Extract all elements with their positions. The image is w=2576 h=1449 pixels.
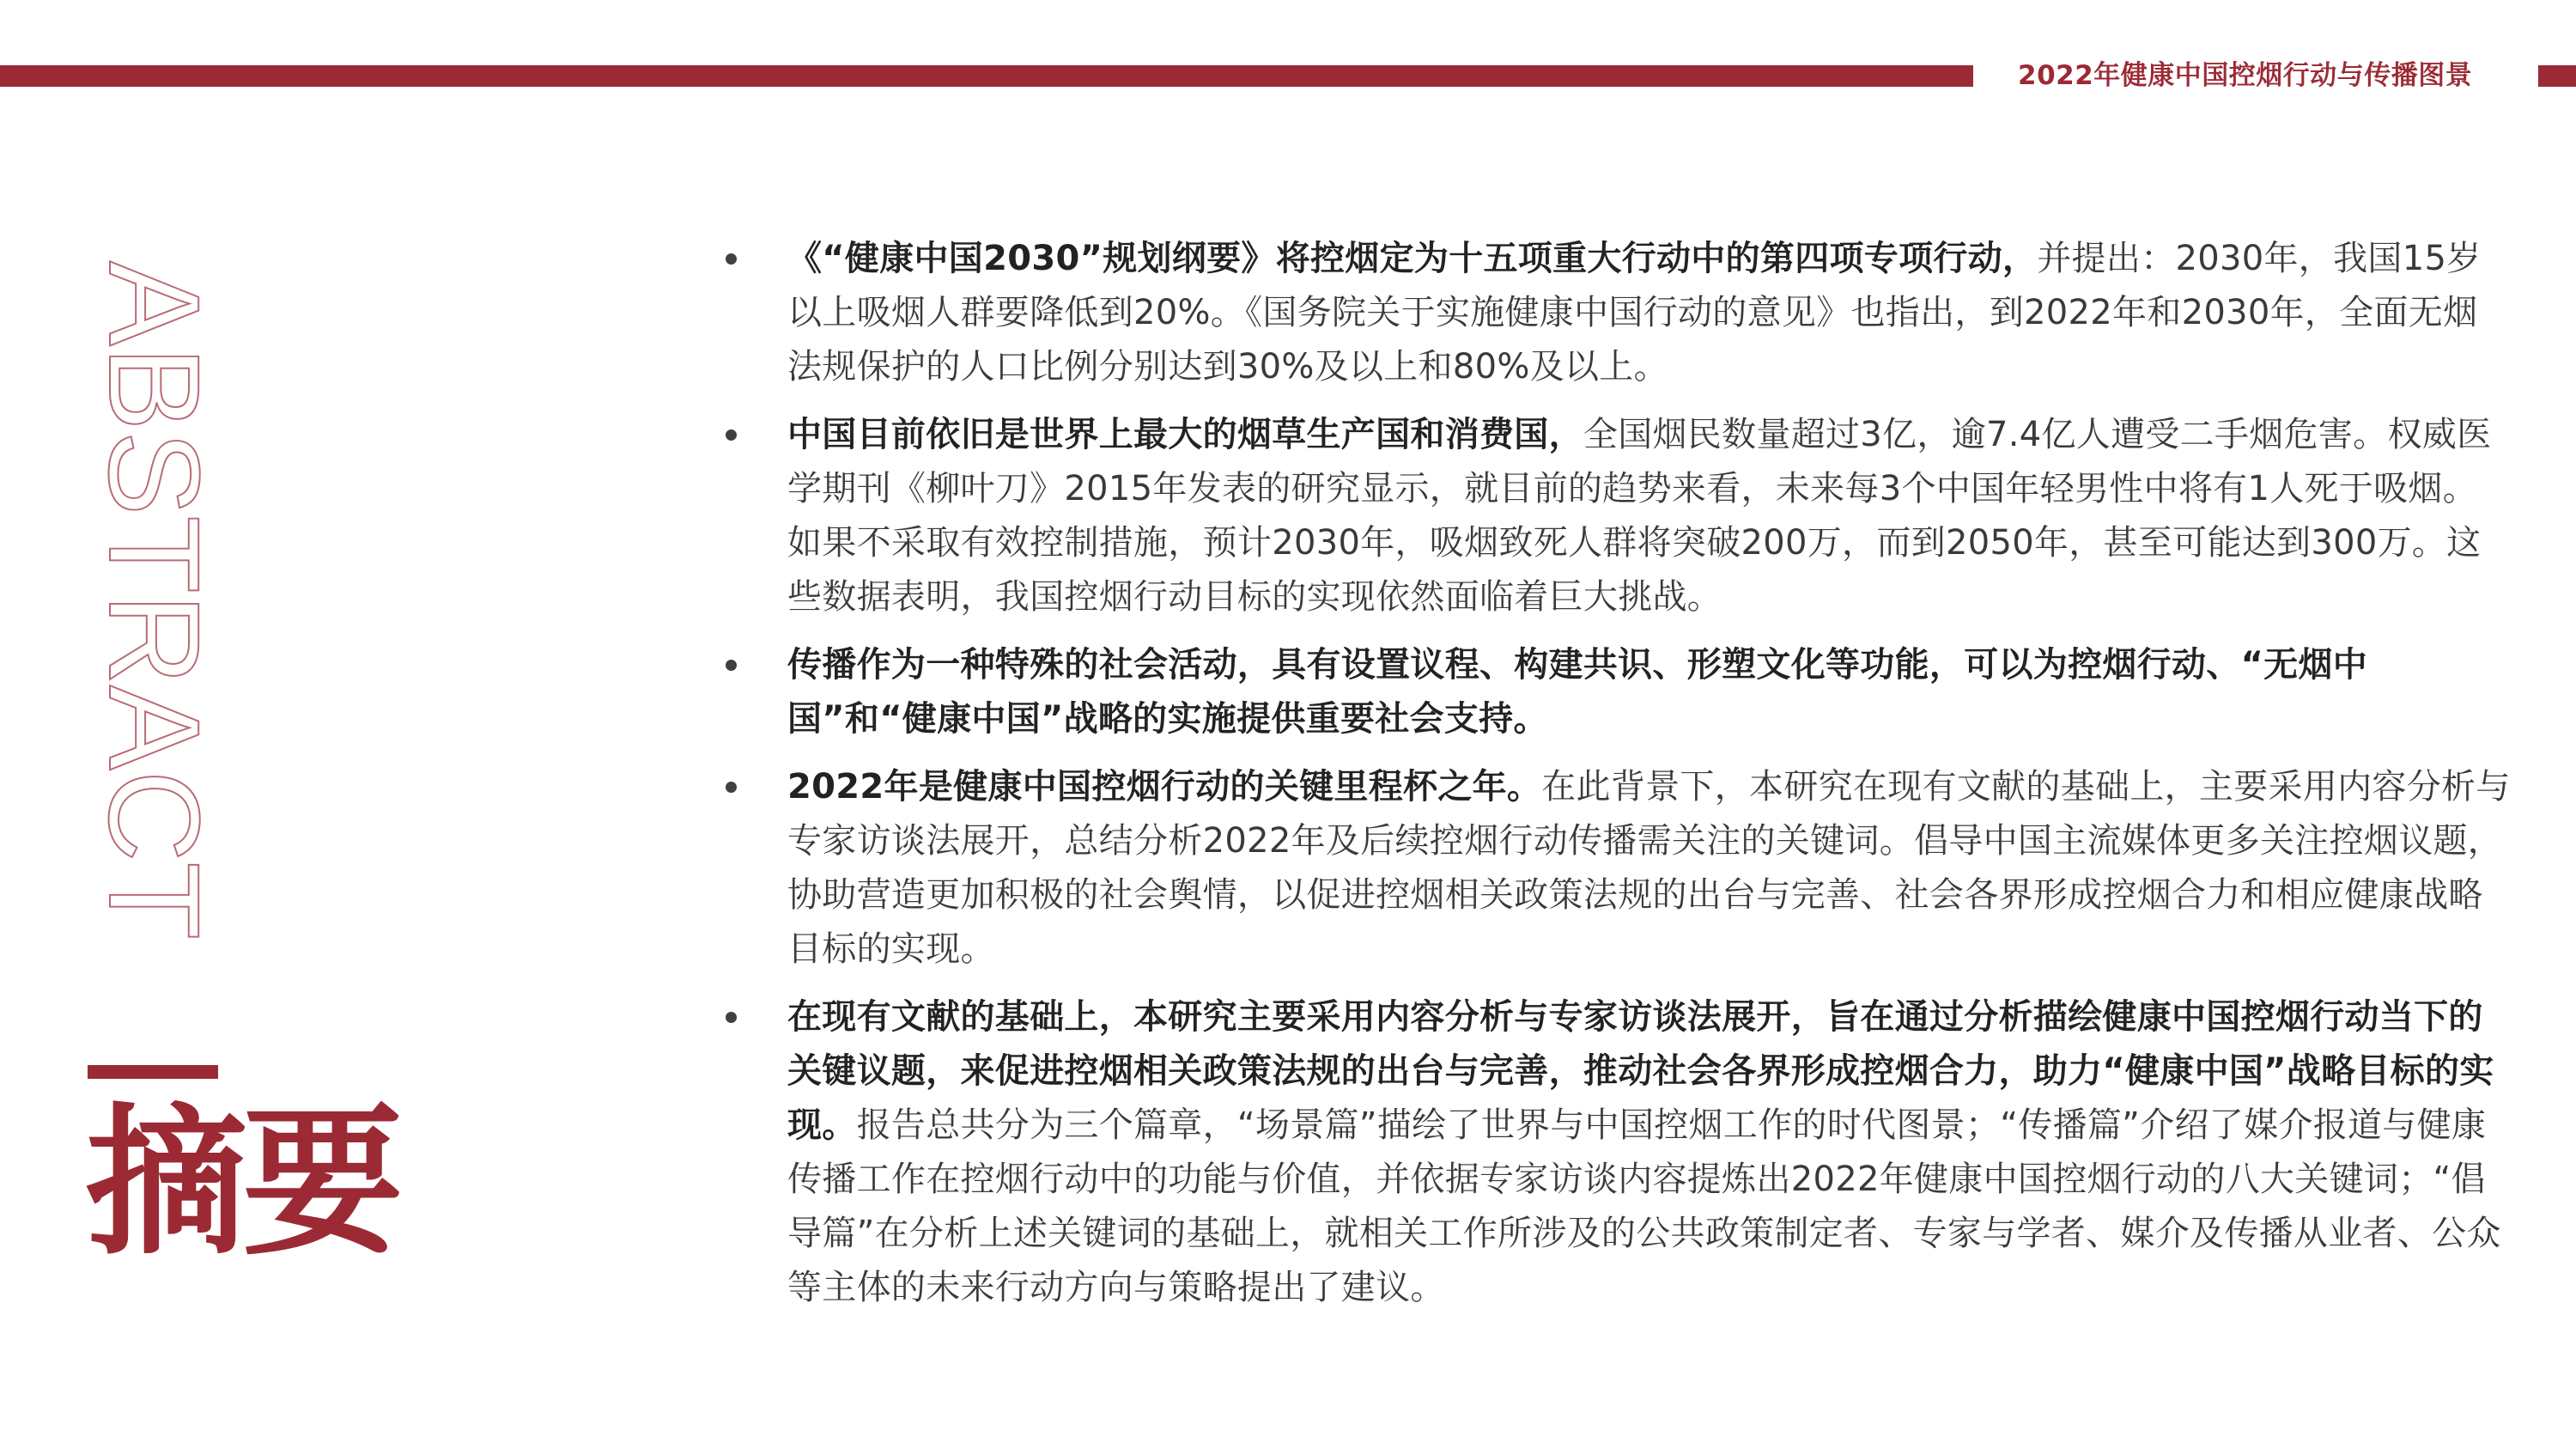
bullet-text bbox=[787, 408, 2512, 624]
bullet-item bbox=[726, 760, 2512, 977]
bullet-item bbox=[726, 232, 2512, 394]
bullet-bold-text: 2022年是健康中国控烟行动的关键里程杯之年。 bbox=[787, 767, 1542, 807]
title-rule bbox=[88, 1065, 218, 1079]
bullet-text bbox=[787, 232, 2512, 394]
bullet-dot bbox=[726, 1012, 737, 1023]
header-accent-bar-end bbox=[2538, 65, 2576, 87]
bullet-bold-text: 中国目前依旧是世界上最大的烟草生产国和消费国， bbox=[787, 415, 1583, 454]
page-title: 摘要 bbox=[86, 1089, 398, 1277]
bullet-bold-text: 《“健康中国2030”规划纲要》将控烟定为十五项重大行动中的第四项专项行动， bbox=[787, 239, 2038, 278]
abstract-vertical-outline-text bbox=[82, 261, 227, 949]
bullet-regular-text: 全国烟民数量超过3亿，逾7.4亿人遭受二手烟危害。权威医学期刊《柳叶刀》2015年发表的研究显示，就目前的趋势来看，未来每3个中国年轻男性中将有1人死于吸烟。如果不采取有效控制措施，预计2030年，吸烟致死人群将突破200万，而到2050年，甚至可能达到300万。这些数据表明，我国控烟行动目标的实现依然面临着巨大挑战。 bbox=[787, 415, 2492, 617]
bullet-dot bbox=[726, 782, 737, 793]
abstract-bullet-list bbox=[726, 232, 2512, 1329]
bullet-dot bbox=[726, 429, 737, 441]
bullet-regular-text: 并提出：2030年，我国15岁以上吸烟人群要降低到20%。《国务院关于实施健康中国行动的意见》也指出，到2022年和2030年，全面无烟法规保护的人口比例分别达到30%及以上和80%及以上。 bbox=[787, 239, 2482, 387]
header-accent-bar bbox=[0, 65, 1973, 87]
bullet-text bbox=[787, 760, 2512, 977]
bullet-item bbox=[726, 408, 2512, 624]
bullet-regular-text: 在此背景下，本研究在现有文献的基础上，主要采用内容分析与专家访谈法展开，总结分析2022年及后续控烟行动传播需关注的关键词。倡导中国主流媒体更多关注控烟议题，协助营造更加积极的社会舆情，以促进控烟相关政策法规的出台与完善、社会各界形成控烟合力和相应健康战略目标的实现。 bbox=[787, 767, 2511, 969]
bullet-text bbox=[787, 990, 2512, 1315]
bullet-bold-text: 在现有文献的基础上，本研究主要采用内容分析与专家访谈法展开，旨在通过分析描绘健康中国控烟行动当下的关键议题，来促进控烟相关政策法规的出台与完善，推动社会各界形成控烟合力，助力“健康中国”战略目标的实现。 bbox=[787, 997, 2494, 1145]
bullet-bold-text: 传播作为一种特殊的社会活动，具有设置议程、构建共识、形塑文化等功能，可以为控烟行动、“无烟中国”和“健康中国”战略的实施提供重要社会支持。 bbox=[787, 645, 2368, 739]
bullet-text bbox=[787, 638, 2512, 746]
abstract-word: ABSTRACT bbox=[82, 261, 227, 949]
bullet-regular-text: 报告总共分为三个篇章，“场景篇”描绘了世界与中国控烟工作的时代图景；“传播篇”介绍了媒介报道与健康传播工作在控烟行动中的功能与价值，并依据专家访谈内容提炼出2022年健康中国控烟行动的八大关键词；“倡导篇”在分析上述关键词的基础上，就相关工作所涉及的公共政策制定者、专家与学者、媒介及传播从业者、公众等主体的未来行动方向与策略提出了建议。 bbox=[787, 1105, 2501, 1307]
report-title: 2022年健康中国控烟行动与传播图景 bbox=[2018, 60, 2473, 91]
bullet-item bbox=[726, 638, 2512, 746]
bullet-dot bbox=[726, 253, 737, 265]
bullet-item bbox=[726, 990, 2512, 1315]
bullet-dot bbox=[726, 660, 737, 671]
